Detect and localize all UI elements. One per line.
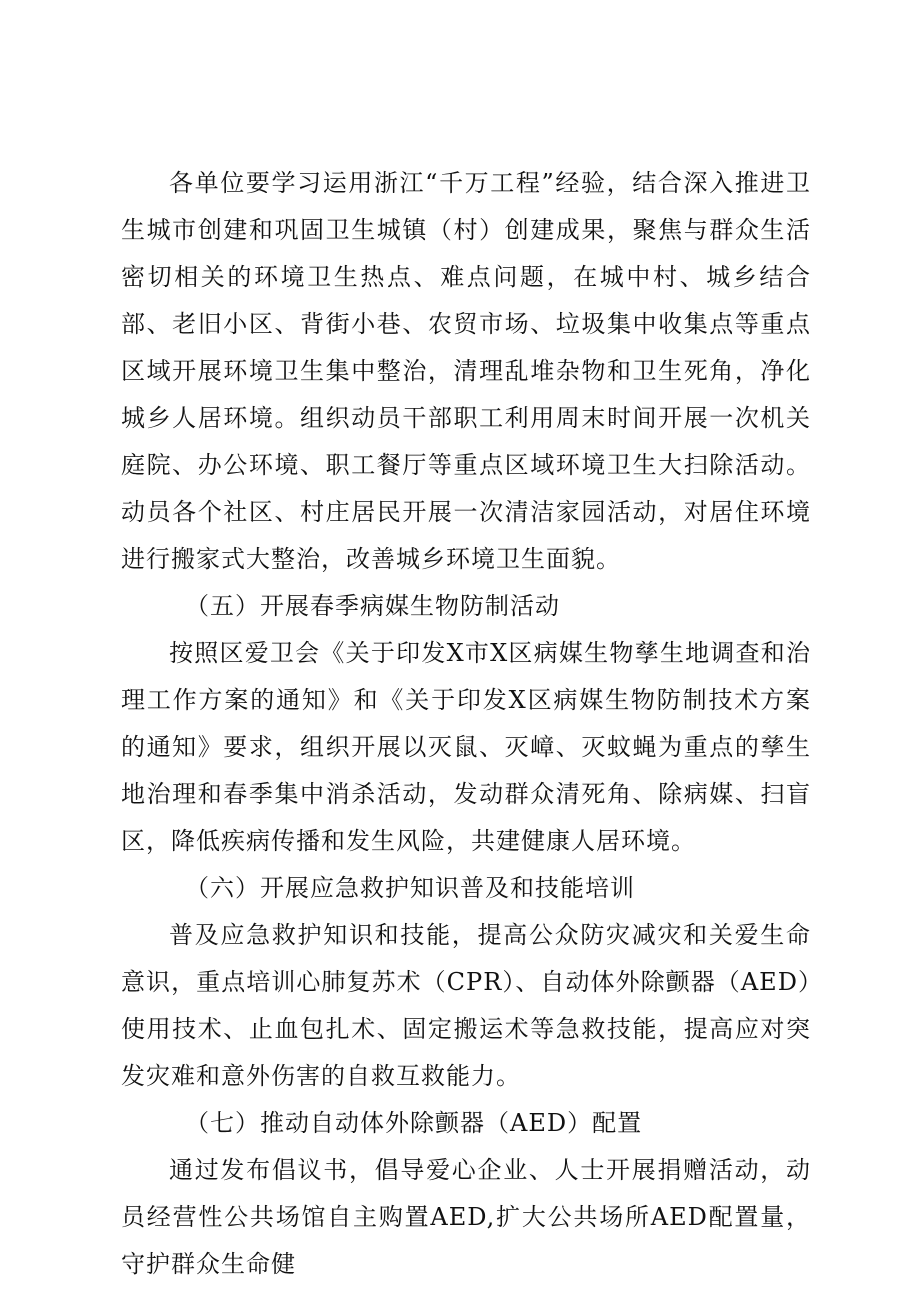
section-heading-7: （七）推动自动体外除颤器（AED）配置	[185, 1109, 643, 1137]
paragraph-vector-control: 按照区爱卫会《关于印发X市X区病媒生物孳生地调查和治理工作方案的通知》和《关于印发X区病媒生物防制技术方案的通知》要求，组织开展以灭鼠、灭嶂、灭蚊蝇为重点的孳生地治理和春季集中消杀活动，发动群众清死角、除病媒、扫盲区，降低疾病传播和发生风险，共建健康人居环境。	[121, 639, 811, 855]
paragraph-first-aid-training: 普及应急救护知识和技能，提高公众防灾减灾和关爱生命意识，重点培训心肺复苏术（CPR）、自动体外除颤器（AED）使用技术、止血包扎术、固定搬运术等急救技能，提高应对突发灾难和意外伤害的自救互救能力。	[121, 921, 811, 1090]
paragraph-environment-cleanup: 各单位要学习运用浙江“千万工程”经验，结合深入推进卫生城市创建和巩固卫生城镇（村）创建成果，聚焦与群众生活密切相关的环境卫生热点、难点问题，在城中村、城乡结合部、老旧小区、背街小巷、农贸市场、垃圾集中收集点等重点区域开展环境卫生集中整治，清理乱堆杂物和卫生死角，净化城乡人居环境。组织动员干部职工利用周末时间开展一次机关庭院、办公环境、职工餐厅等重点区域环境卫生大扫除活动。动员各个社区、村庄居民开展一次清洁家园活动，对居住环境进行搬家式大整治，改善城乡环境卫生面貌。	[121, 169, 811, 573]
section-heading-5: （五）开展春季病媒生物防制活动	[185, 592, 560, 620]
document-body	[121, 160, 811, 1288]
paragraph-aed-deployment: 通过发布倡议书，倡导爱心企业、人士开展捐赠活动，动员经营性公共场馆自主购置AED,扩大公共场所AED配置量，守护群众生命健	[121, 1156, 811, 1278]
section-heading-6: （六）开展应急救护知识普及和技能培训	[185, 874, 635, 902]
